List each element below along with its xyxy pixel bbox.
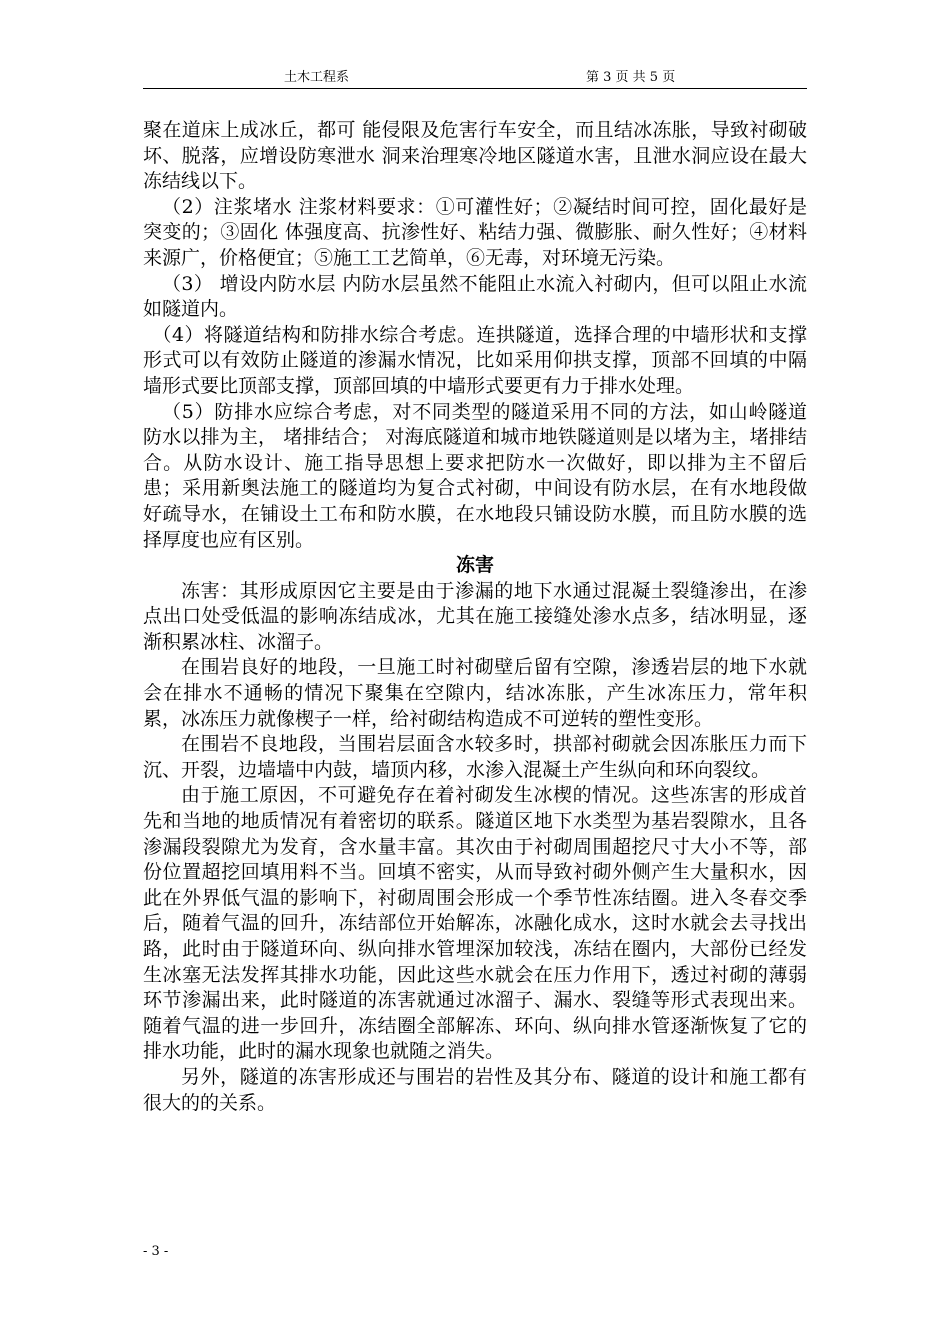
paragraph: 由于施工原因，不可避免存在着衬砌发生冰楔的情况。这些冻害的形成首先和当地的地质情况有着密切的联系。隧道区地下水类型为基岩裂隙水，且各渗漏段裂隙尤为发育，含水量丰富。其次由于衬砌周围超挖尺寸大小不等，部份位置超挖回填用料不当。回填不密实，从而导致衬砌外侧产生大量积水，因此在外界低气温的影响下，衬砌周围会形成一个季节性冻结圈。进入冬春交季后，随着气温的回升，冻结部位开始解冻，冰融化成水，这时水就会去寻找出路，此时由于隧道环向、纵向排水管埋深加较浅，冻结在圈内，大部份已经发生冰塞无法发挥其排水功能，因此这些水就会在压力作用下，透过衬砌的薄弱环节渗漏出来，此时隧道的冻害就通过冰溜子、漏水、裂缝等形式表现出来。随着气温的进一步回升，冻结圈全部解冻、环向、纵向排水管逐渐恢复了它的排水功能，此时的漏水现象也就随之消失。 <box>143 784 807 1063</box>
paragraph: 另外，隧道的冻害形成还与围岩的岩性及其分布、隧道的设计和施工都有很大的的关系。 <box>143 1065 807 1114</box>
document-body <box>143 118 807 1116</box>
page-header <box>143 66 807 86</box>
paragraph: （5）防排水应综合考虑，对不同类型的隧道采用不同的方法，如山岭隧道 防水以排为主， 堵排结合； 对海底隧道和城市地铁隧道则是以堵为主，堵排结合。从防水设计、施工指导思想上要求把防水一次做好，即以排为主不留后患；采用新奥法施工的隧道均为复合式衬砌，中间设有防水层，在有水地段做好疏导水，在铺设土工布和防水膜，在水地段只铺设防水膜，而且防水膜的选择厚度也应有区别。 <box>143 400 807 551</box>
paragraph: 在围岩不良地段，当围岩层面含水较多时，拱部衬砌就会因冻胀压力而下沉、开裂，边墙墙中内鼓，墙顶内移，水渗入混凝土产生纵向和环向裂纹。 <box>143 733 807 781</box>
paragraph: 聚在道床上成冰丘，都可 能侵限及危害行车安全，而且结冰冻胀，导致衬砌破坏、脱落，应增设防寒泄水 洞来治理寒冷地区隧道水害，且泄水洞应设在最大冻结线以下。 <box>143 119 807 193</box>
header-page-info: 第 3 页 共 5 页 <box>586 70 676 85</box>
paragraph: （4）将隧道结构和防排水综合考虑。连拱隧道，选择合理的中墙形状和支撑形式可以有效防止隧道的渗漏水情况，比如采用仰拱支撑，顶部不回填的中隔墙形式要比顶部支撑，顶部回填的中墙形式要更有力于排水处理。 <box>143 323 807 397</box>
paragraph: 在围岩良好的地段，一旦施工时衬砌壁后留有空隙，渗透岩层的地下水就会在排水不通畅的情况下聚集在空隙内，结冰冻胀，产生冰冻压力，常年积累，冰冻压力就像楔子一样，给衬砌结构造成不可逆转的塑性变形。 <box>143 656 807 730</box>
header-department: 土木工程系 <box>284 70 350 85</box>
paragraph: 冻害：其形成原因它主要是由于渗漏的地下水通过混凝土裂缝渗出，在渗点出口处受低温的影响冻结成冰，尤其在施工接缝处渗水点多，结冰明显，逐渐积累冰柱、冰溜子。 <box>143 579 807 653</box>
paragraph: （2）注浆堵水 注浆材料要求：①可灌性好；②凝结时间可控，固化最好是突变的；③固化 体强度高、抗渗性好、粘结力强、微膨胀、耐久性好；④材料来源广，价格便宜；⑤施工工艺简单，⑥无毒，对环境无污染。 <box>143 195 807 269</box>
header-rule <box>143 88 807 89</box>
page-number: - 3 - <box>143 1244 169 1259</box>
paragraph: （3） 增设内防水层 内防水层虽然不能阻止水流入衬砌内，但可以阻止水流如隧道内。 <box>143 272 807 321</box>
section-title: 冻害 <box>455 554 494 577</box>
